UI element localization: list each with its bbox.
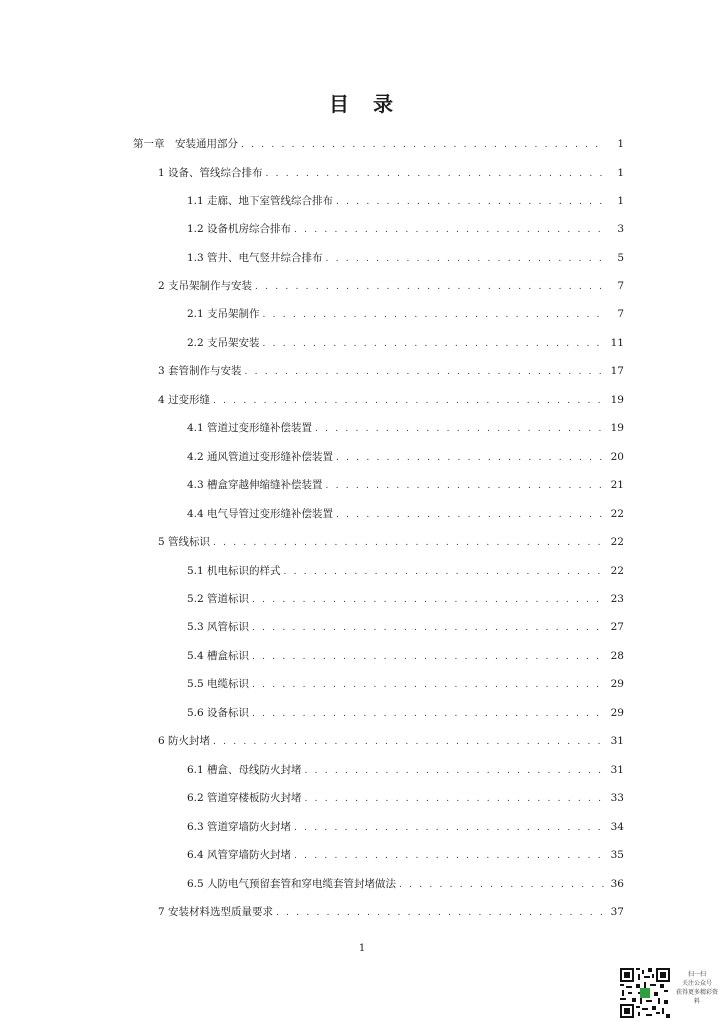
toc-entry[interactable] — [158, 733, 624, 749]
toc-entry[interactable] — [158, 534, 624, 550]
toc-entry-page: 34 — [610, 821, 624, 833]
toc-entry-page: 37 — [610, 906, 624, 918]
toc-entry-label: 6.3 管道穿墙防火封堵 — [187, 821, 292, 833]
toc-entry-label: 1 设备、管线综合排布 — [158, 167, 263, 179]
toc-entry-label: 4.2 通风管道过变形缝补偿装置 — [187, 451, 334, 463]
toc-entry[interactable] — [187, 876, 624, 892]
toc-entry[interactable] — [187, 648, 624, 664]
toc-entry-page: 29 — [610, 707, 624, 719]
toc-entry[interactable] — [187, 221, 624, 237]
toc-entry-label: 4.1 管道过变形缝补偿装置 — [187, 422, 313, 434]
toc-title-char-1: 目 — [329, 92, 351, 116]
toc-entry-label: 第一章 安装通用部分 — [133, 138, 238, 150]
toc-entry[interactable] — [187, 449, 624, 465]
toc-entry-page: 23 — [610, 593, 624, 605]
toc-entry-page: 31 — [610, 764, 624, 776]
toc-entry-label: 4.4 电气导管过变形缝补偿装置 — [187, 508, 334, 520]
toc-entry[interactable] — [187, 847, 624, 863]
toc-entry-page: 1 — [617, 195, 624, 207]
toc-entry-page: 19 — [610, 394, 624, 406]
page-number: 1 — [358, 943, 366, 954]
toc-entry-label: 5.2 管道标识 — [187, 593, 250, 605]
toc-entry[interactable] — [187, 477, 624, 493]
toc-entry[interactable] — [187, 306, 624, 322]
toc-entry-label: 6.2 管道穿楼板防火封堵 — [187, 792, 302, 804]
toc-entry-page: 22 — [610, 508, 624, 520]
toc-title — [0, 88, 724, 117]
toc-entry-page: 7 — [617, 280, 624, 292]
toc-entry-label: 2.1 支吊架制作 — [187, 308, 260, 320]
toc-entry[interactable] — [158, 278, 624, 294]
toc-entry[interactable] — [187, 790, 624, 806]
toc-entry-page: 1 — [617, 138, 624, 150]
toc-entry-page: 11 — [610, 337, 624, 349]
toc-entry-label: 5.6 设备标识 — [187, 707, 250, 719]
toc-entry-label: 1.2 设备机房综合排布 — [187, 223, 292, 235]
toc-entry-label: 1.1 走廊、地下室管线综合排布 — [187, 195, 334, 207]
qr-caption-line: 获得更多精彩资 — [675, 989, 718, 996]
toc-entry-label: 2 支吊架制作与安装 — [158, 280, 253, 292]
toc-entry[interactable] — [158, 904, 624, 920]
toc-entry[interactable] — [158, 165, 624, 181]
toc-entry[interactable] — [187, 676, 624, 692]
toc-entry-label: 6.1 槽盒、母线防火封堵 — [187, 764, 302, 776]
toc-entry-page: 22 — [610, 536, 624, 548]
toc-entry-page: 19 — [610, 422, 624, 434]
toc-entry-page: 31 — [610, 735, 624, 747]
toc-entry-label: 3 套管制作与安装 — [158, 365, 242, 377]
toc-entry-label: 4.3 槽盒穿越伸缩缝补偿装置 — [187, 479, 323, 491]
toc-entry-label: 5.3 风管标识 — [187, 621, 250, 633]
toc-entry[interactable] — [133, 136, 624, 152]
toc-entry[interactable] — [187, 335, 624, 351]
toc-entry-label: 2.2 支吊架安装 — [187, 337, 260, 349]
toc-entry-page: 5 — [617, 252, 624, 264]
toc-entry[interactable] — [187, 762, 624, 778]
qr-caption-line: 扫一扫 — [687, 971, 706, 978]
toc-entry-page: 21 — [610, 479, 624, 491]
toc-entry-page: 22 — [610, 565, 624, 577]
toc-entry-page: 1 — [617, 167, 624, 179]
toc-entry-label: 5 管线标识 — [158, 536, 211, 548]
toc-entry-label: 6.5 人防电气预留套管和穿电缆套管封堵做法 — [187, 878, 397, 890]
toc-entry[interactable] — [158, 392, 624, 408]
toc-entry-label: 5.4 槽盒标识 — [187, 650, 250, 662]
toc-entry[interactable] — [187, 250, 624, 266]
toc-entry-label: 4 过变形缝 — [158, 394, 211, 406]
toc-entry-page: 3 — [617, 223, 624, 235]
toc-entry[interactable] — [187, 420, 624, 436]
toc-entry-label: 6 防火封堵 — [158, 735, 211, 747]
toc-entry[interactable] — [187, 705, 624, 721]
toc-entry[interactable] — [187, 619, 624, 635]
toc-entry-label: 1.3 管井、电气竖井综合排布 — [187, 252, 323, 264]
toc-title-char-2: 录 — [373, 92, 395, 116]
toc-entry-page: 27 — [610, 621, 624, 633]
toc-entry-page: 33 — [610, 792, 624, 804]
toc-entry[interactable] — [187, 563, 624, 579]
qr-code-icon[interactable] — [620, 968, 670, 1018]
toc-entry-page: 7 — [617, 308, 624, 320]
toc-entry[interactable] — [187, 819, 624, 835]
toc-entry-page: 36 — [610, 878, 624, 890]
toc-entry-page: 20 — [610, 451, 624, 463]
toc-entry-page: 28 — [610, 650, 624, 662]
toc-entry-page: 35 — [610, 849, 624, 861]
toc-entry-label: 5.5 电缆标识 — [187, 678, 250, 690]
qr-caption-line: 料 — [693, 998, 700, 1005]
qr-caption — [672, 970, 722, 1006]
toc-entry-label: 5.1 机电标识的样式 — [187, 565, 281, 577]
toc-entry-page: 17 — [610, 365, 624, 377]
toc-entry[interactable] — [187, 506, 624, 522]
toc-entry-page: 29 — [610, 678, 624, 690]
qr-caption-line: 关注公众号 — [681, 980, 712, 987]
toc-entry[interactable] — [187, 193, 624, 209]
toc-entry[interactable] — [187, 591, 624, 607]
toc-entry[interactable] — [158, 363, 624, 379]
toc-entry-label: 6.4 风管穿墙防火封堵 — [187, 849, 292, 861]
toc-entry-label: 7 安装材料选型质量要求 — [158, 906, 274, 918]
